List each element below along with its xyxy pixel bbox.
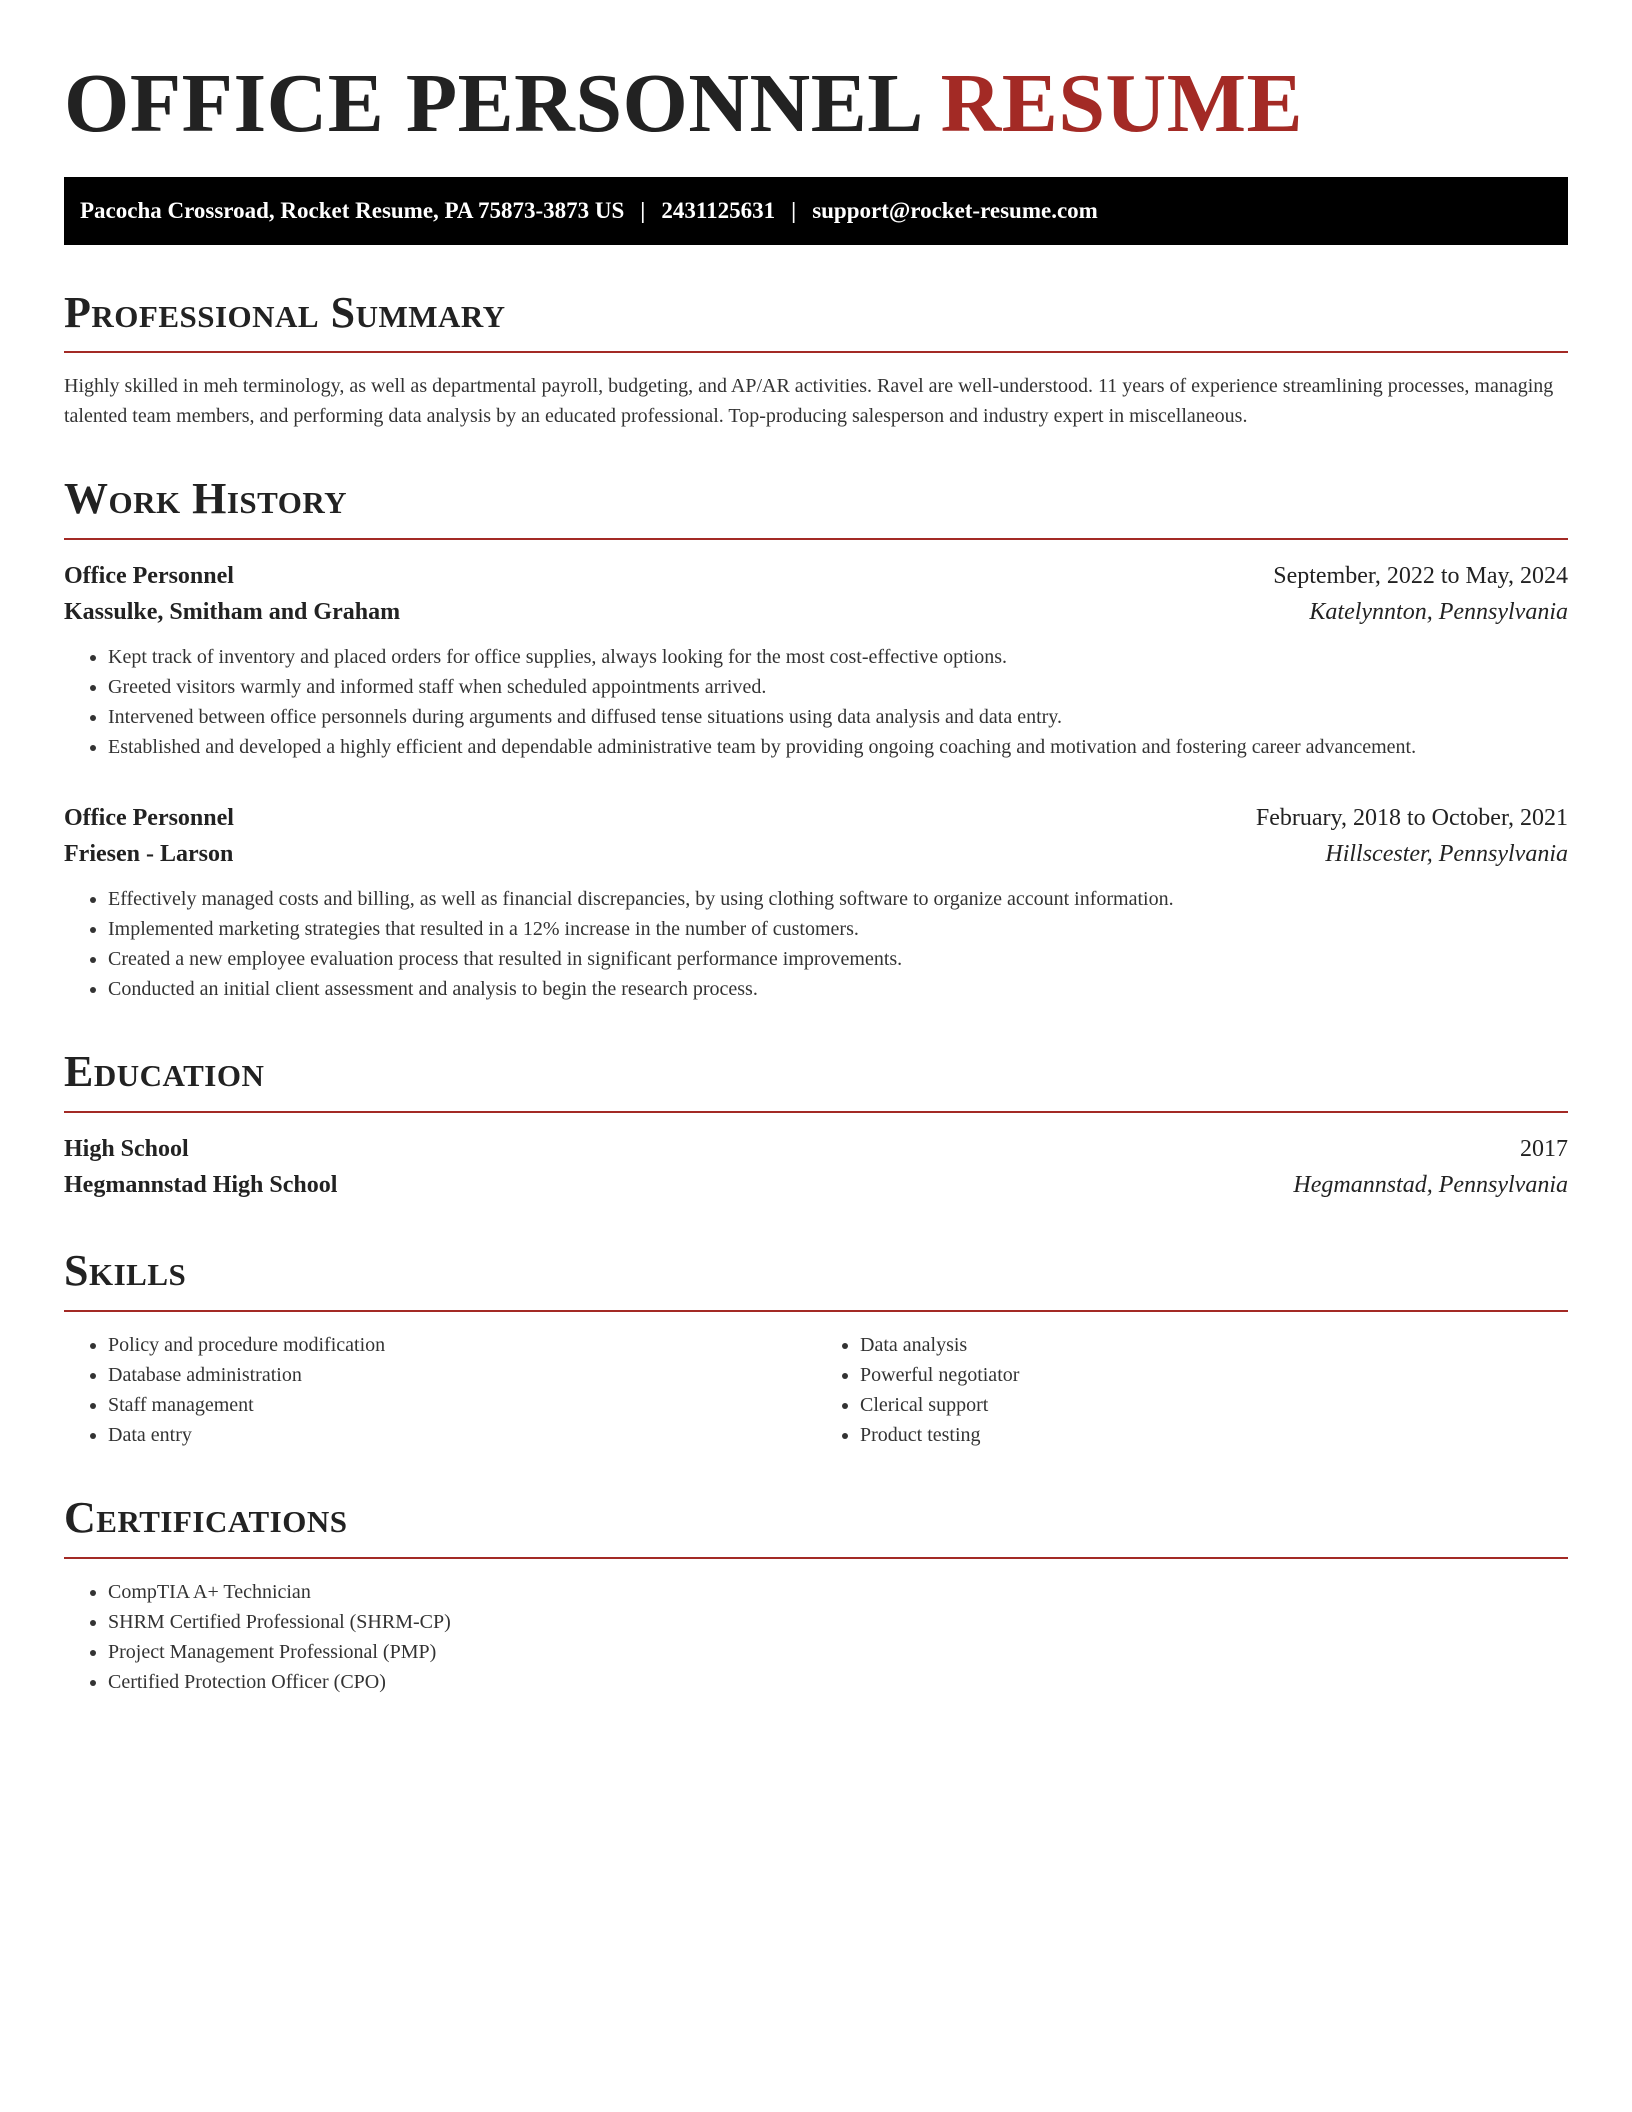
job-entry xyxy=(64,558,1568,762)
skills-left-column xyxy=(64,1330,816,1450)
job-dates: September, 2022 to May, 2024 xyxy=(1273,563,1568,590)
education-location: Hegmannstad, Pennsylvania xyxy=(1293,1171,1568,1198)
list-item: • Implemented marketing strategies that resulted in a 12% increase in the number of customers. xyxy=(108,914,1568,944)
job-company-row xyxy=(64,836,1568,872)
list-item: • SHRM Certified Professional (SHRM-CP) xyxy=(108,1607,1568,1637)
title-main: OFFICE PERSONNEL xyxy=(64,57,920,150)
list-item: • Clerical support xyxy=(860,1390,1568,1420)
contact-email: support@rocket-resume.com xyxy=(812,197,1098,223)
summary-heading: Professional Summary xyxy=(64,287,506,337)
list-item: • Database administration xyxy=(108,1360,816,1390)
title-accent: RESUME xyxy=(940,57,1304,150)
list-item: • Established and developed a highly efficient and dependable administrative team by providing ongoing coaching and motivation and fostering career advancement. xyxy=(108,732,1568,762)
contact-phone: 2431125631 xyxy=(661,197,776,223)
certifications-section xyxy=(64,1492,1568,1697)
job-company: Kassulke, Smitham and Graham xyxy=(64,599,401,626)
job-bullets xyxy=(64,642,1568,762)
section-divider xyxy=(64,538,1568,540)
list-item: • Data entry xyxy=(108,1420,816,1450)
list-item: • Kept track of inventory and placed orders for office supplies, always looking for the most cost-effective options. xyxy=(108,642,1568,672)
list-item: • Powerful negotiator xyxy=(860,1360,1568,1390)
section-divider xyxy=(64,351,1568,353)
list-item: • Staff management xyxy=(108,1390,816,1420)
education-entry xyxy=(64,1131,1568,1203)
job-header-row xyxy=(64,800,1568,836)
list-item: • Effectively managed costs and billing, as well as financial discrepancies, by using clothing software to organize account information. xyxy=(108,884,1568,914)
education-section xyxy=(64,1046,1568,1203)
job-entry xyxy=(64,800,1568,1004)
job-company: Friesen - Larson xyxy=(64,841,234,868)
education-year: 2017 xyxy=(1520,1135,1568,1162)
resume-title xyxy=(64,56,1568,153)
work-history-section xyxy=(64,473,1568,1004)
section-divider xyxy=(64,1111,1568,1113)
list-item: • Certified Protection Officer (CPO) xyxy=(108,1667,1568,1697)
work-history-heading: Work History xyxy=(64,474,348,524)
contact-bar xyxy=(64,177,1568,245)
list-item: • Product testing xyxy=(860,1420,1568,1450)
contact-separator: | xyxy=(791,197,797,223)
job-dates: February, 2018 to October, 2021 xyxy=(1255,805,1568,832)
summary-text: Highly skilled in meh terminology, as well as departmental payroll, budgeting, and AP/AR activities. Ravel are well-understood. 11 years of experience streamlining processes, managing talented team members, and performing data analysis by an educated professional. Top-producing salesperson and industry expert in miscellaneous. xyxy=(64,375,1554,428)
skills-section xyxy=(64,1245,1568,1450)
section-divider xyxy=(64,1310,1568,1312)
summary-section xyxy=(64,287,1568,432)
skills-grid xyxy=(64,1330,1568,1450)
skills-right-column xyxy=(816,1330,1568,1450)
list-item: • Policy and procedure modification xyxy=(108,1330,816,1360)
skills-heading: Skills xyxy=(64,1245,187,1295)
list-item: • Intervened between office personnels during arguments and diffused tense situations using data analysis and data entry. xyxy=(108,702,1568,732)
job-location: Hillscester, Pennsylvania xyxy=(1325,841,1568,868)
job-header-row xyxy=(64,558,1568,594)
job-bullets xyxy=(64,884,1568,1004)
job-title: Office Personnel xyxy=(64,563,234,590)
job-location: Katelynnton, Pennsylvania xyxy=(1309,599,1568,626)
list-item: • Data analysis xyxy=(860,1330,1568,1360)
list-item: • Project Management Professional (PMP) xyxy=(108,1637,1568,1667)
contact-address: Pacocha Crossroad, Rocket Resume, PA 75873-3873 US xyxy=(80,197,625,223)
list-item: • Greeted visitors warmly and informed staff when scheduled appointments arrived. xyxy=(108,672,1568,702)
job-company-row xyxy=(64,594,1568,630)
list-item: • Conducted an initial client assessment and analysis to begin the research process. xyxy=(108,974,1568,1004)
section-divider xyxy=(64,1557,1568,1559)
list-item: • CompTIA A+ Technician xyxy=(108,1577,1568,1607)
education-degree: High School xyxy=(64,1135,189,1162)
contact-separator: | xyxy=(640,197,646,223)
certifications-heading: Certifications xyxy=(64,1492,348,1542)
education-school-row xyxy=(64,1167,1568,1203)
certifications-list xyxy=(64,1577,1568,1697)
job-title: Office Personnel xyxy=(64,805,234,832)
list-item: • Created a new employee evaluation process that resulted in significant performance improvements. xyxy=(108,944,1568,974)
education-header-row xyxy=(64,1131,1568,1167)
education-school: Hegmannstad High School xyxy=(64,1171,338,1198)
education-heading: Education xyxy=(64,1047,265,1097)
